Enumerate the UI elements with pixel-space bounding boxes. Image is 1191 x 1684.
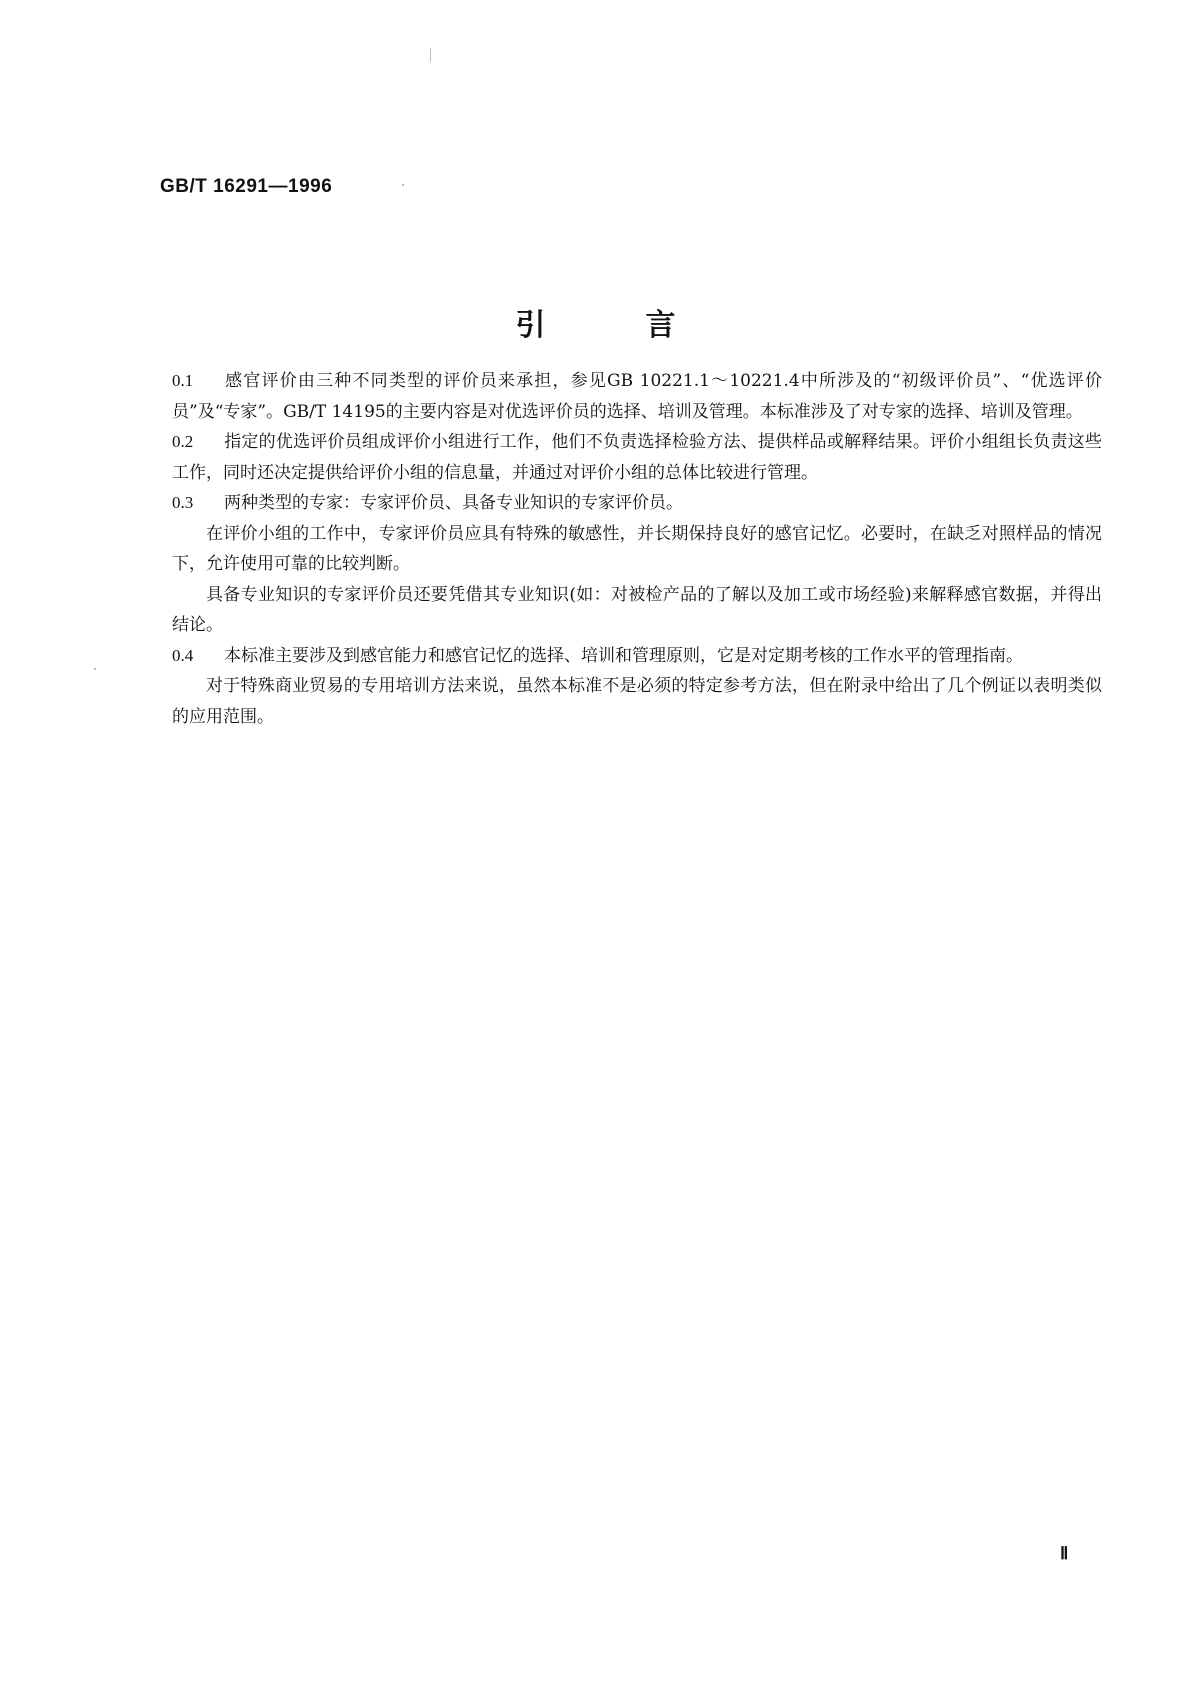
paragraph-specialist-expert: 具备专业知识的专家评价员还要凭借其专业知识(如：对被检产品的了解以及加工或市场经验)来解释感官数据，并得出结论。 <box>172 584 1102 635</box>
standard-code: GB/T 16291—1996 <box>160 176 333 197</box>
scan-speck <box>402 184 404 186</box>
paragraph-appendix-note: 对于特殊商业贸易的专用培训方法来说，虽然本标准不是必须的特定参考方法，但在附录中给出了几个例证以表明类似的应用范围。 <box>172 676 1102 727</box>
section-number: 0.4 <box>172 645 194 665</box>
document-body <box>172 366 1102 732</box>
section-0-1 <box>172 366 1102 427</box>
section-number: 0.1 <box>172 371 194 390</box>
page-number: Ⅱ <box>1060 1544 1069 1563</box>
section-0-4 <box>172 641 1102 672</box>
section-number: 0.3 <box>172 493 194 512</box>
section-0-2 <box>172 427 1102 488</box>
section-text: 感官评价由三种不同类型的评价员来承担，参见GB 10221.1～10221.4中所涉及的“初级评价员”、“优选评价员”及“专家”。GB/T 14195的主要内容是对优选评价员的选择、培训及管理。本标准涉及了对专家的选择、培训及管理。 <box>172 371 1102 422</box>
scan-speck <box>94 668 96 670</box>
page-title: 引言 <box>515 308 776 343</box>
scan-speck <box>430 48 431 62</box>
section-text: 两种类型的专家：专家评价员、具备专业知识的专家评价员。 <box>224 493 683 513</box>
section-number: 0.2 <box>172 432 194 451</box>
section-0-3 <box>172 488 1102 519</box>
section-text: 指定的优选评价员组成评价小组进行工作，他们不负责选择检验方法、提供样品或解释结果。评价小组组长负责这些工作，同时还决定提供给评价小组的信息量，并通过对评价小组的总体比较进行管理。 <box>172 432 1102 483</box>
section-text: 本标准主要涉及到感官能力和感官记忆的选择、培训和管理原则，它是对定期考核的工作水平的管理指南。 <box>224 645 1023 666</box>
paragraph-expert-panel: 在评价小组的工作中，专家评价员应具有特殊的敏感性，并长期保持良好的感官记忆。必要时，在缺乏对照样品的情况下，允许使用可靠的比较判断。 <box>172 523 1102 574</box>
